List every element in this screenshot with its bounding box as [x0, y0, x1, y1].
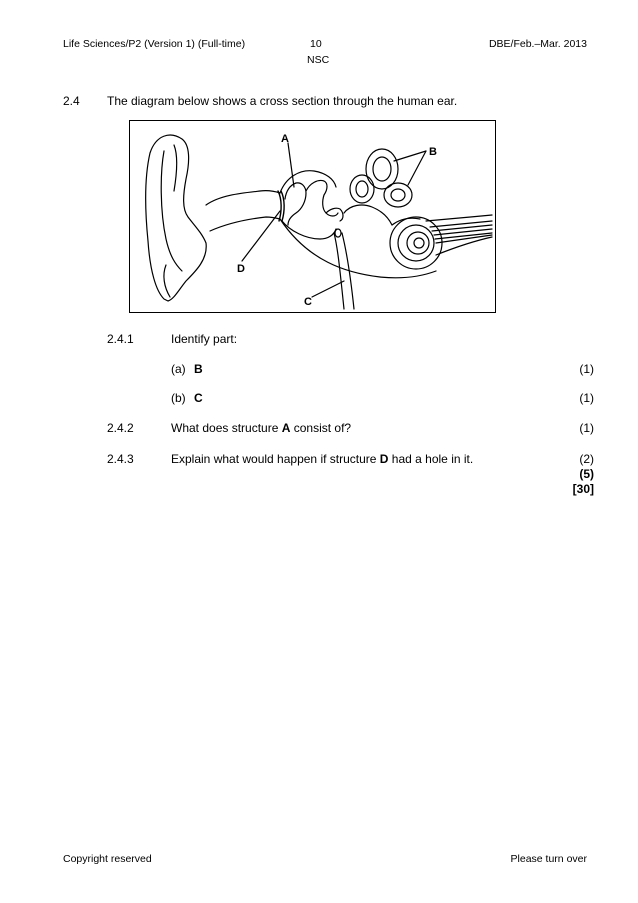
pinna-helix — [174, 145, 177, 191]
subquestion-text-2-4-1: Identify part: — [171, 332, 238, 346]
semicircular-canal-3 — [384, 183, 412, 207]
pinna-outline — [146, 135, 207, 301]
part-target-c: C — [194, 391, 203, 405]
question-stem: The diagram below shows a cross section through the human ear. — [107, 94, 458, 108]
eustachian-tube-1 — [334, 233, 344, 309]
text-before: What does structure — [171, 421, 282, 435]
part-letter-b: (b) — [171, 391, 186, 405]
label-a: A — [281, 133, 289, 145]
ossicle-malleus — [285, 183, 306, 225]
auditory-nerve-top — [426, 215, 492, 221]
header-page-number: 10 — [310, 38, 322, 50]
label-c: C — [304, 296, 312, 308]
text-after: had a hole in it. — [388, 452, 474, 466]
leader-line-a — [288, 143, 294, 187]
pinna-lobe — [164, 265, 170, 297]
ear-canal-upper — [206, 191, 280, 205]
eardrum — [278, 191, 281, 221]
footer-right: Please turn over — [510, 853, 587, 865]
subquestion-marks-2-4-3: (2) — [579, 452, 594, 466]
part-marks-b: (1) — [579, 391, 594, 405]
vestibule — [344, 205, 392, 225]
subquestion-number-2-4-1: 2.4.1 — [107, 332, 134, 346]
semicircular-canal-2 — [350, 175, 374, 203]
subquestion-marks-2-4-2: (1) — [579, 421, 594, 435]
leader-line-d — [242, 211, 280, 261]
section-total: (5) — [579, 467, 594, 481]
question-number: 2.4 — [63, 94, 80, 108]
label-b: B — [429, 146, 437, 158]
header-right: DBE/Feb.–Mar. 2013 — [488, 38, 587, 50]
subquestion-text-2-4-2 — [171, 421, 351, 435]
text-before: Explain what would happen if structure — [171, 452, 380, 466]
part-letter-a: (a) — [171, 362, 186, 376]
header-center-sub: NSC — [307, 54, 330, 66]
ear-diagram — [129, 120, 496, 313]
semicircular-canal-1 — [366, 149, 398, 189]
structure-letter: D — [379, 452, 389, 466]
question-total: [30] — [572, 482, 594, 496]
pinna-inner-fold — [161, 151, 182, 271]
subquestion-number-2-4-3: 2.4.3 — [107, 452, 134, 466]
leader-line-c — [312, 281, 344, 297]
structure-letter: A — [281, 421, 291, 435]
subquestion-number-2-4-2: 2.4.2 — [107, 421, 134, 435]
header-left: Life Sciences/P2 (Version 1) (Full-time) — [63, 38, 246, 50]
subquestion-text-2-4-3 — [171, 452, 473, 466]
part-target-b: B — [194, 362, 203, 376]
footer-left: Copyright reserved — [63, 853, 152, 865]
ear-cross-section-drawing — [130, 121, 494, 311]
label-d: D — [237, 263, 245, 275]
auditory-nerve-bottom — [436, 237, 492, 255]
text-after: consist of? — [290, 421, 352, 435]
ossicle-incus — [306, 180, 338, 216]
part-marks-a: (1) — [579, 362, 594, 376]
